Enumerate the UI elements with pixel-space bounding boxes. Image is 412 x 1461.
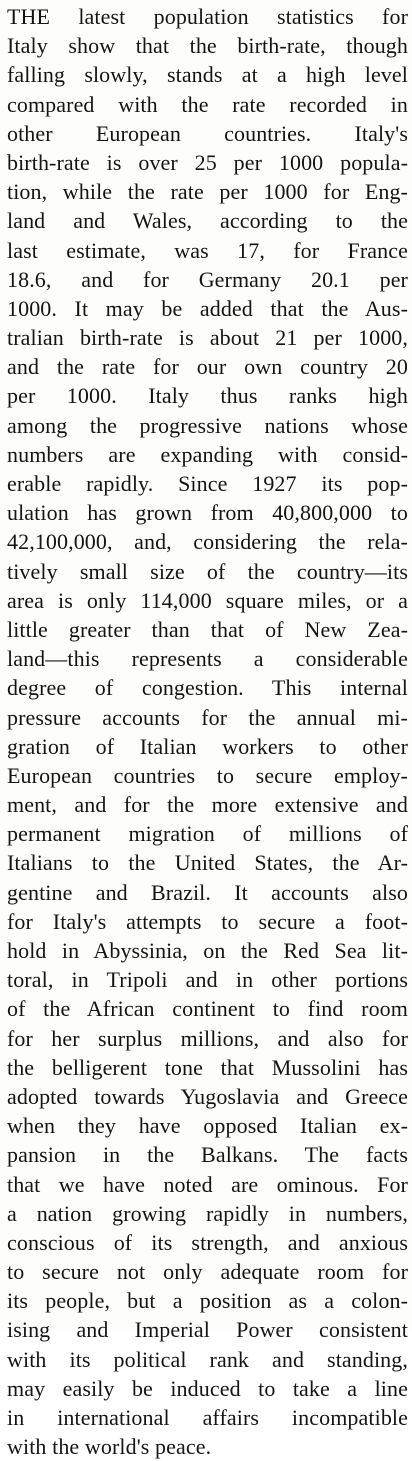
article-line-23: land—this represents a considerable [7,646,408,672]
article-line-17: erable rapidly. Since 1927 its pop- [7,471,408,496]
article-line-44: to secure not only adequate room for [7,1259,408,1285]
article-line-32: for Italy's attempts to secure a foot- [7,908,408,934]
article-line-48: may easily be induced to take a line [7,1375,408,1401]
article-line-5: other European countries. Italy's [7,120,408,146]
article-line-20: tively small size of the country—its [7,558,408,584]
article-line-41: that we have noted are ominous. For [7,1171,408,1197]
article-line-35: of the African continent to find room [7,996,408,1022]
article-line-14: per 1000. Italy thus ranks high [7,383,408,409]
article-line-9: last estimate, was 17, for France [7,237,408,263]
article-line-15: among the progressive nations whose [7,412,408,438]
article-line-27: European countries to secure employ- [7,762,408,788]
article-body [7,2,408,1461]
article-line-26: gration of Italian workers to other [7,733,408,759]
article-line-16: numbers are expanding with consid- [7,441,408,467]
article-line-46: ising and Imperial Power consistent [7,1317,408,1343]
article-line-37: the belligerent tone that Mussolini has [7,1054,408,1080]
article-line-19: 42,100,000, and, considering the rela- [7,529,408,555]
article-line-36: for her surplus millions, and also for [7,1025,408,1051]
article-line-28: ment, and for the more extensive and [7,792,408,818]
article-line-42: a nation growing rapidly in numbers, [7,1200,408,1226]
article-line-43: conscious of its strength, and anxious [7,1229,408,1255]
article-line-18: ulation has grown from 40,800,000 to [7,500,408,526]
article-line-38: adopted towards Yugoslavia and Greece [7,1083,408,1109]
article-line-49: in international affairs incompatible [7,1405,408,1430]
article-line-31: gentine and Brazil. It accounts also [7,879,408,905]
article-line-40: pansion in the Balkans. The facts [7,1142,408,1168]
article-line-10: 18.6, and for Germany 20.1 per [7,266,408,292]
article-line-11: 1000. It may be added that the Aus- [7,295,408,321]
article-line-30: Italians to the United States, the Ar- [7,850,408,876]
article-line-1: THE latest population statistics for [7,4,408,29]
article-line-6: birth-rate is over 25 per 1000 popula- [7,149,408,175]
article-line-12: tralian birth-rate is about 21 per 1000, [7,325,408,351]
article-line-33: hold in Abyssinia, on the Red Sea lit- [7,938,408,963]
article-line-21: area is only 114,000 square miles, or a [7,587,408,613]
article-line-24: degree of congestion. This internal [7,675,408,701]
article-line-8: land and Wales, according to the [7,208,408,234]
article-line-13: and the rate for our own country 20 [7,354,408,380]
article-line-4: compared with the rate recorded in [7,91,408,117]
article-line-3: falling slowly, stands at a high level [7,62,408,88]
article-line-34: toral, in Tripoli and in other portions [7,967,408,993]
article-line-47: with its political rank and standing, [7,1346,408,1372]
article-line-29: permanent migration of millions of [7,821,408,847]
article-line-7: tion, while the rate per 1000 for Eng- [7,179,408,205]
article-line-50: with the world's peace. [7,1434,212,1460]
article-line-45: its people, but a position as a colon- [7,1288,408,1314]
article-line-2: Italy show that the birth-rate, though [7,33,408,59]
article-line-39: when they have opposed Italian ex- [7,1113,408,1139]
article-line-22: little greater than that of New Zea- [7,616,408,642]
article-line-25: pressure accounts for the annual mi- [7,704,408,730]
